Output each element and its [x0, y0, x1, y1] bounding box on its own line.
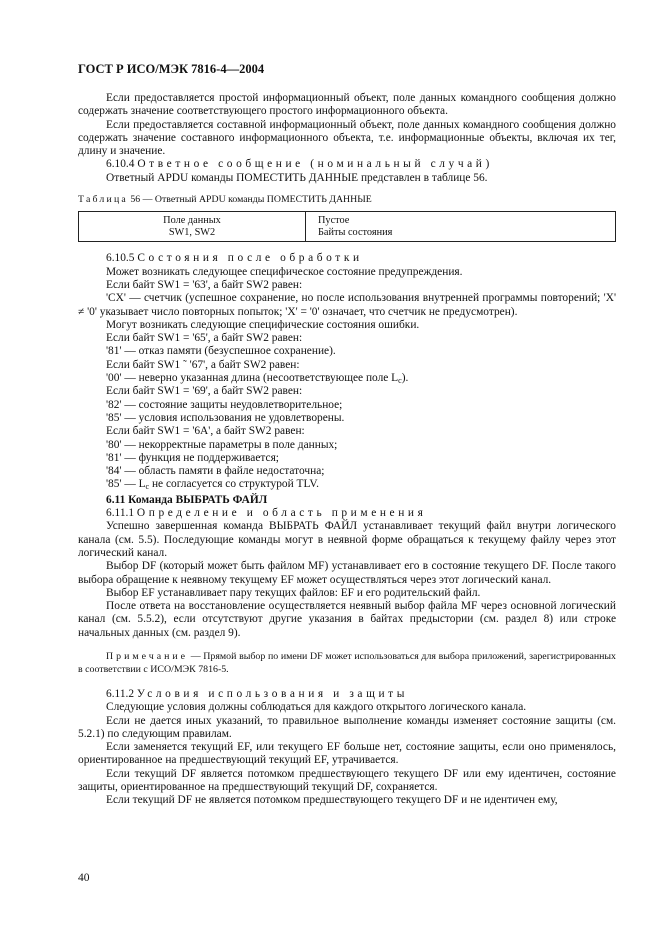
section-title: Условия использования и защиты — [136, 687, 408, 700]
note — [78, 650, 616, 676]
paragraph: Может возникать следующее специфическое состояние предупреждения. — [106, 265, 463, 278]
section-heading-6-11-2 — [78, 688, 616, 701]
document-body — [78, 92, 616, 808]
paragraph: '81' — отказ памяти (безуспешное сохранение). — [106, 345, 336, 358]
paragraph: Если текущий DF не является потомком предшествующего текущего DF и не идентичен ему, — [106, 794, 558, 807]
paragraph — [78, 372, 616, 385]
paragraph: Если байт SW1 = '69', а байт SW2 равен: — [106, 385, 303, 398]
paragraph: '84' — область памяти в файле недостаточна; — [106, 465, 325, 478]
table-cell-text: SW1, SW2 — [168, 226, 216, 238]
paragraph: Если не дается иных указаний, то правильное выполнение команды изменяет состояние защиты (см. 5.2.1) по следующим правилам. — [78, 714, 616, 740]
paragraph: Выбор EF устанавливает пару текущих файлов: EF и его родительский файл. — [106, 586, 481, 599]
table-56 — [78, 211, 616, 242]
paragraph: '85' — условия использования не удовлетворены. — [106, 411, 345, 424]
paragraph: Если байт SW1 = '6A', а байт SW2 равен: — [106, 425, 305, 438]
table-cell-text: Пустое — [318, 215, 350, 227]
paragraph: Могут возникать следующие специфические состояния ошибки. — [106, 318, 420, 331]
table-cell-names — [79, 212, 306, 242]
table-cell-values — [306, 212, 616, 242]
subscript: c — [398, 376, 402, 386]
table-caption-text: 56 — Ответный APDU команды ПОМЕСТИТЬ ДАННЫЕ — [130, 194, 372, 206]
section-number: 6.11.1 — [106, 507, 135, 520]
paragraph: Если байт SW1 ˜ '67', а байт SW2 равен: — [106, 358, 300, 371]
paragraph: Если предоставляется простой информационный объект, поле данных командного сообщения должно содержать значение соответствующего простого информационного объекта. — [78, 92, 616, 118]
section-heading-6-10-4 — [78, 158, 616, 171]
table-row — [79, 212, 616, 242]
section-heading-6-11-1 — [78, 507, 616, 520]
section-heading-6-10-5 — [78, 252, 616, 265]
section-title: Ответное сообщение (номинальный случай) — [137, 158, 493, 171]
note-label: Примечание — [106, 650, 189, 662]
section-number: 6.11.2 — [106, 687, 135, 700]
paragraph: '80' — некорректные параметры в поле данных; — [106, 438, 338, 451]
paragraph: Если байт SW1 = '63', а байт SW2 равен: — [106, 278, 303, 291]
table-cell-text: Байты состояния — [318, 226, 393, 238]
text-run: '85' — L — [106, 478, 146, 491]
section-number: 6.10.4 — [106, 158, 135, 171]
paragraph: После ответа на восстановление осуществляется неявный выбор файла MF через основной логический канал (см. 5.5.2), если отсутствуют другие указания в байтах предыстории (см. раздел 8) или строке начальных данных (см. раздел 9). — [78, 600, 616, 639]
paragraph: Если текущий DF является потомком предшествующего текущего DF или ему идентичен, состояние защиты, ориентированное на предшествующий текущий DF, сохраняется. — [78, 767, 616, 794]
section-title: Определение и область применения — [136, 507, 427, 520]
paragraph: Если байт SW1 = '65', а байт SW2 равен: — [106, 332, 303, 345]
paragraph: Если заменяется текущий EF, или текущего EF больше нет, состояние защиты, если оно применялось, ориентированное на предшествующий текущий EF, утрачивается. — [78, 741, 616, 767]
paragraph: Успешно завершенная команда ВЫБРАТЬ ФАЙЛ устанавливает текущий файл внутри логического канала (см. 5.5). Последующие команды могут в неявной форме обращаться к текущему файлу через этот логический канал. — [78, 520, 616, 559]
paragraph: Выбор DF (который может быть файлом MF) устанавливает его в состояние текущего DF. После такого выбора обращение к неявному текущему EF может осуществляться через этот логический канал. — [78, 560, 616, 586]
table-caption-word: Таблица — [78, 194, 128, 206]
section-number: 6.10.5 — [106, 252, 135, 265]
text-run: ). — [401, 372, 409, 385]
paragraph: Если предоставляется составной информационный объект, поле данных командного сообщения должно содержать значение составного информационного объекта, т.е. информационные объекты, включая их тег, длину и значение. — [78, 118, 616, 158]
section-heading-6-11: 6.11 Команда ВЫБРАТЬ ФАЙЛ — [106, 493, 268, 506]
paragraph: Ответный APDU команды ПОМЕСТИТЬ ДАННЫЕ представлен в таблице 56. — [106, 171, 488, 184]
paragraph: 'CX' — счетчик (успешное сохранение, но после использования внутренней программы повторений; 'X' ≠ '0' указывает число повторных попыток; 'X' = '0' означает, что счетчик не предусмотрен). — [78, 292, 616, 318]
paragraph: '82' — состояние защиты неудовлетворительное; — [106, 398, 343, 411]
subscript: c — [145, 482, 150, 492]
table-cell-text: Поле данных — [163, 215, 221, 227]
table-caption — [78, 193, 616, 206]
note-text: — Прямой выбор по имени DF может использоваться для выбора приложений, зарегистрированных в соответствии с ИСО/МЭК 7816-5. — [78, 650, 616, 675]
text-run: не согласуется со структурой TLV. — [149, 478, 320, 491]
text-run: '00' — неверно указанная длина (несоответствующее поле L — [106, 372, 399, 385]
page-number: 40 — [78, 872, 90, 884]
paragraph — [78, 478, 616, 491]
section-title: Состояния после обработки — [137, 252, 363, 265]
paragraph: '81' — функция не поддерживается; — [106, 451, 279, 464]
paragraph: Следующие условия должны соблюдаться для каждого открытого логического канала. — [106, 701, 527, 714]
document-header: ГОСТ Р ИСО/МЭК 7816-4—2004 — [78, 62, 265, 76]
